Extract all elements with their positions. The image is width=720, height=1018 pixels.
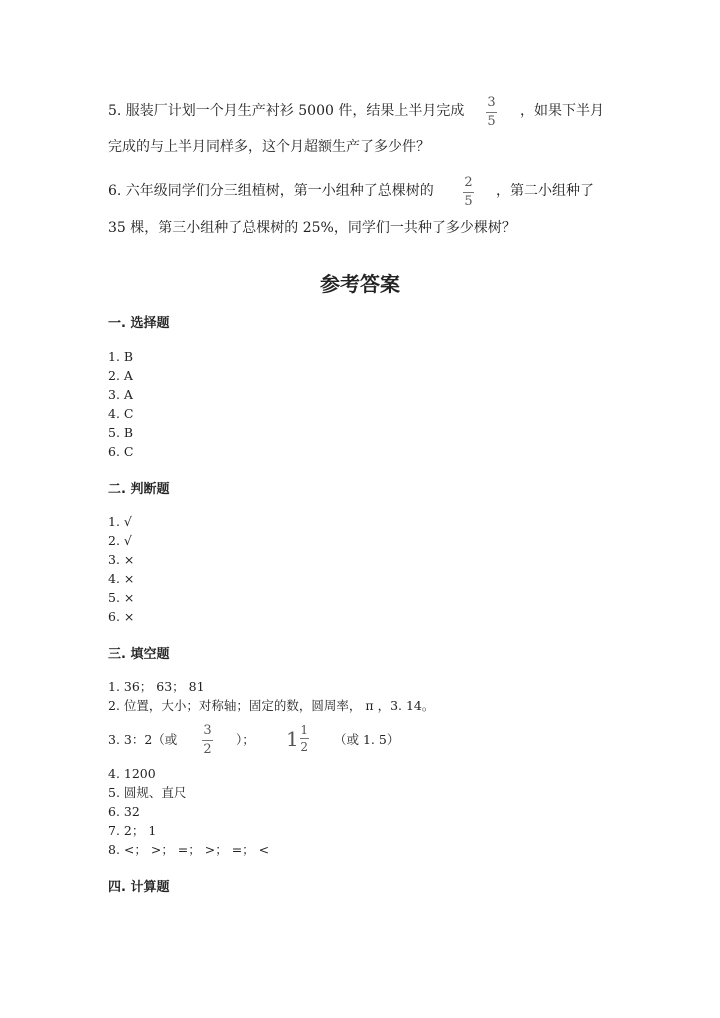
fraction-bar — [202, 740, 213, 741]
answer-item: 3. × — [108, 552, 135, 567]
fill-answer-3-prefix: 3. 3：2（或 — [108, 732, 178, 747]
answer-item: 5. B — [108, 425, 134, 440]
section-heading-judge: 二. 判断题 — [108, 482, 170, 497]
fraction-bar — [300, 738, 309, 739]
answer-item: 3. A — [108, 387, 133, 402]
fraction-bar — [463, 192, 474, 193]
answer-title: 参考答案 — [320, 272, 400, 296]
section-heading-calc: 四. 计算题 — [108, 880, 170, 895]
answer-item: 6. × — [108, 609, 135, 624]
answer-item: 2. A — [108, 368, 133, 383]
fill-answer-2: 2. 位置，大小；对称轴；固定的数，圆周率， π ，3. 14。 — [108, 698, 435, 713]
question-5-fraction — [486, 96, 497, 129]
answer-item: 5. 圆规、直尺 — [108, 785, 187, 800]
answer-item: 4. C — [108, 406, 134, 421]
fraction-denominator: 2 — [300, 740, 309, 754]
mixed-whole: 1 — [286, 726, 299, 751]
answer-item: 4. 1200 — [108, 766, 156, 781]
judge-answer-list — [108, 512, 134, 626]
answer-item: 4. × — [108, 571, 135, 586]
answer-item: 7. 2； 1 — [108, 823, 157, 838]
answer-item: 6. C — [108, 444, 134, 459]
section-heading-fill: 三. 填空题 — [108, 647, 170, 662]
fraction-bar — [486, 112, 497, 113]
question-6-line1-end: ，第二小组种了 — [496, 183, 594, 199]
fraction-numerator: 3 — [487, 95, 496, 110]
question-6-line2: 35 棵，第三小组种了总棵树的 25%，同学们一共种了多少棵树？ — [108, 220, 516, 236]
fill-answer-3-suffix: （或 1. 5） — [334, 732, 400, 747]
fraction-numerator: 3 — [203, 723, 212, 738]
fill-answer-3-mixed-number — [286, 724, 309, 753]
section-heading-choice: 一. 选择题 — [108, 316, 170, 331]
fraction-denominator: 5 — [487, 114, 496, 129]
choice-answer-list — [108, 347, 133, 461]
fill-answer-3-middle: ）； — [236, 732, 255, 747]
question-5-line2: 完成的与上半月同样多，这个月超额生产了多少件？ — [108, 139, 430, 155]
answer-item: 2. √ — [108, 533, 132, 548]
mixed-fraction — [300, 724, 309, 753]
answer-item: 6. 32 — [108, 804, 140, 819]
fill-answer-1: 1. 36； 63； 81 — [108, 679, 205, 694]
question-6-line1: 6. 六年级同学们分三组植树，第一小组种了总棵树的 — [108, 183, 434, 199]
fraction-numerator: 2 — [464, 175, 473, 190]
answer-item: 1. B — [108, 349, 134, 364]
fill-answer-list-rest — [108, 764, 269, 859]
question-6-fraction — [463, 176, 474, 209]
question-5-line1-end: ，如果下半月 — [520, 103, 604, 119]
fraction-denominator: 2 — [203, 742, 212, 757]
question-5-line1: 5. 服装厂计划一个月生产衬衫 5000 件，结果上半月完成 — [108, 103, 465, 119]
answer-item: 5. × — [108, 590, 135, 605]
answer-item: 1. √ — [108, 514, 132, 529]
answer-item: 8. <； >； =； >； =； < — [108, 842, 270, 857]
fraction-denominator: 5 — [464, 194, 473, 209]
fraction-numerator: 1 — [300, 723, 309, 737]
fill-answer-3-fraction — [202, 724, 213, 757]
